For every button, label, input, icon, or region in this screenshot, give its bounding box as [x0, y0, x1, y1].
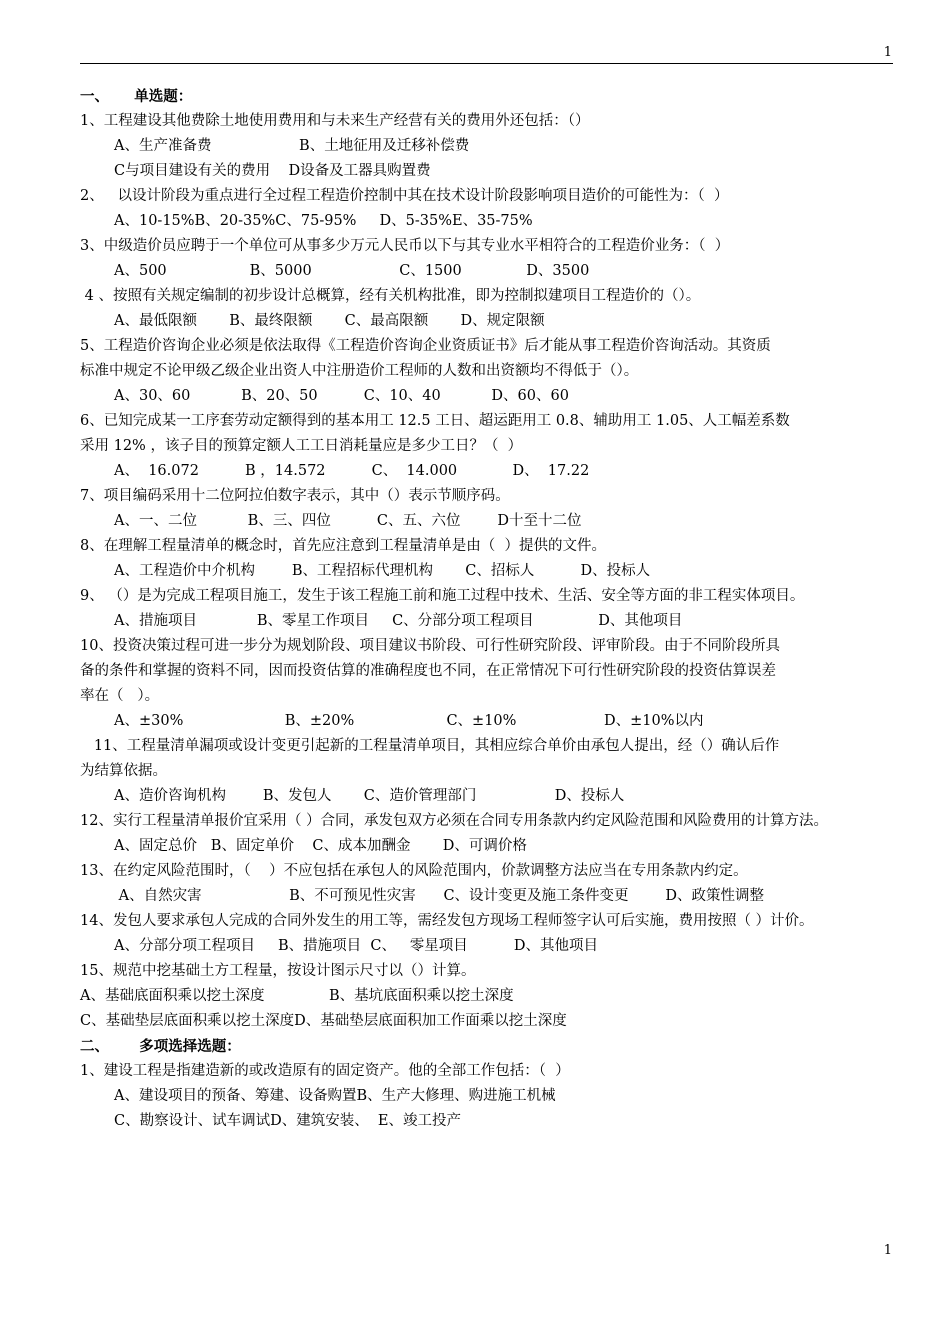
options-1a: A、生产准备费 B、土地征用及迁移补偿费 [114, 138, 470, 154]
options-10: A、±30% B、±20% C、±10% D、±10%以内 [114, 713, 704, 729]
section-heading-single-choice: 一、 单选题： [80, 88, 193, 105]
question-9: 9、 （）是为完成工程项目施工，发生于该工程施工前和施工过程中技术、生活、安全等方面的非工程实体项目。 [80, 588, 805, 604]
options-14: A、分部分项工程项目 B、措施项目 C、 零星项目 D、其他项目 [114, 938, 599, 954]
question-15: 15、规范中挖基础土方工程量，按设计图示尺寸以（）计算。 [80, 963, 476, 979]
question-14: 14、发包人要求承包人完成的合同外发生的用工等，需经发包方现场工程师签字认可后实施，费用按照（ ）计价。 [80, 913, 814, 929]
options-5: A、30、60 B、20、50 C、10、40 D、60、60 [114, 388, 569, 404]
page-number-bottom: 1 [883, 1243, 892, 1258]
question-3: 3、中级造价员应聘于一个单位可从事多少万元人民币以下与其专业水平相符合的工程造价业务：（ ） [80, 238, 730, 254]
question-6-line1: 6、已知完成某一工序套劳动定额得到的基本用工 12.5 工日、超运距用工 0.8、辅助用工 1.05、人工幅差系数 [80, 413, 790, 429]
question-5-line1: 5、工程造价咨询企业必须是依法取得《工程造价咨询企业资质证书》后才能从事工程造价咨询活动。其资质 [80, 338, 771, 354]
question-10-line2: 备的条件和掌握的资料不同，因而投资估算的准确程度也不同，在正常情况下可行性研究阶段的投资估算误差 [80, 663, 776, 679]
question-10-line1: 10、投资决策过程可进一步分为规划阶段、项目建议书阶段、可行性研究阶段、评审阶段。由于不同阶段所具 [80, 638, 780, 654]
options-1b: C与项目建设有关的费用 D设备及工器具购置费 [114, 163, 431, 179]
section-heading-multiple-choice: 二、 多项选择选题： [80, 1038, 241, 1055]
question-6-line2: 采用 12% ，该子目的预算定额人工工日消耗量应是多少工日？（ ） [80, 438, 523, 454]
options-11: A、造价咨询机构 B、发包人 C、造价管理部门 D、投标人 [114, 788, 625, 804]
question-13: 13、在约定风险范围时，（ ）不应包括在承包人的风险范围内，价款调整方法应当在专用条款内约定。 [80, 863, 748, 879]
options-15a: A、基础底面积乘以挖土深度 B、基坑底面积乘以挖土深度 [80, 988, 514, 1004]
document-body [80, 84, 893, 1134]
options-4: A、最低限额 B、最终限额 C、最高限额 D、规定限额 [114, 313, 545, 329]
question-11-line1: 11、工程量清单漏项或设计变更引起新的工程量清单项目，其相应综合单价由承包人提出，经（）确认后作 [80, 738, 780, 754]
options-12: A、固定总价 B、固定单价 C、成本加酬金 D、可调价格 [114, 838, 527, 854]
options-7: A、一、二位 B、三、四位 C、五、六位 D十至十二位 [114, 513, 582, 529]
multi-options-1b: C、勘察设计、试车调试D、建筑安装、 E、竣工投产 [114, 1113, 462, 1129]
options-9: A、措施项目 B、零星工作项目 C、分部分项工程项目 D、其他项目 [114, 613, 683, 629]
question-5-line2: 标准中规定不论甲级乙级企业出资人中注册造价工程师的人数和出资额均不得低于（）。 [80, 363, 639, 379]
question-7: 7、项目编码采用十二位阿拉伯数字表示，其中（）表示节顺序码。 [80, 488, 510, 504]
options-6: A、 16.072 B ，14.572 C、 14.000 D、 17.22 [114, 463, 590, 479]
page-number-top: 1 [883, 45, 892, 60]
question-4: 4 、按照有关规定编制的初步设计总概算，经有关机构批准，即为控制拟建项目工程造价的（）。 [80, 288, 701, 304]
multi-options-1a: A、建设项目的预备、筹建、设备购置B、生产大修理、购进施工机械 [114, 1088, 556, 1104]
header-rule [80, 63, 893, 64]
question-11-line2: 为结算依据。 [80, 763, 167, 779]
options-13: A、自然灾害 B、不可预见性灾害 C、设计变更及施工条件变更 D、政策性调整 [114, 888, 765, 904]
options-15b: C、基础垫层底面积乘以挖土深度D、基础垫层底面积加工作面乘以挖土深度 [80, 1013, 567, 1029]
options-2: A、10-15%B、20-35%C、75-95% D、5-35%E、35-75% [114, 213, 533, 229]
multi-question-1: 1、建设工程是指建造新的或改造原有的固定资产。他的全部工作包括：（ ） [80, 1063, 570, 1079]
question-1: 1、工程建设其他费除土地使用费用和与未来生产经营有关的费用外还包括：（） [80, 113, 590, 129]
question-12: 12、实行工程量清单报价宜采用（ ）合同，承发包双方必须在合同专用条款内约定风险范围和风险费用的计算方法。 [80, 813, 829, 829]
options-8: A、工程造价中介机构 B、工程招标代理机构 C、招标人 D、投标人 [114, 563, 651, 579]
question-8: 8、在理解工程量清单的概念时，首先应注意到工程量清单是由（ ）提供的文件。 [80, 538, 606, 554]
options-3: A、500 B、5000 C、1500 D、3500 [114, 263, 590, 279]
question-2: 2、 以设计阶段为重点进行全过程工程造价控制中其在技术设计阶段影响项目造价的可能性为：（ ） [80, 188, 729, 204]
question-10-line3: 率在（ ）。 [80, 688, 160, 704]
